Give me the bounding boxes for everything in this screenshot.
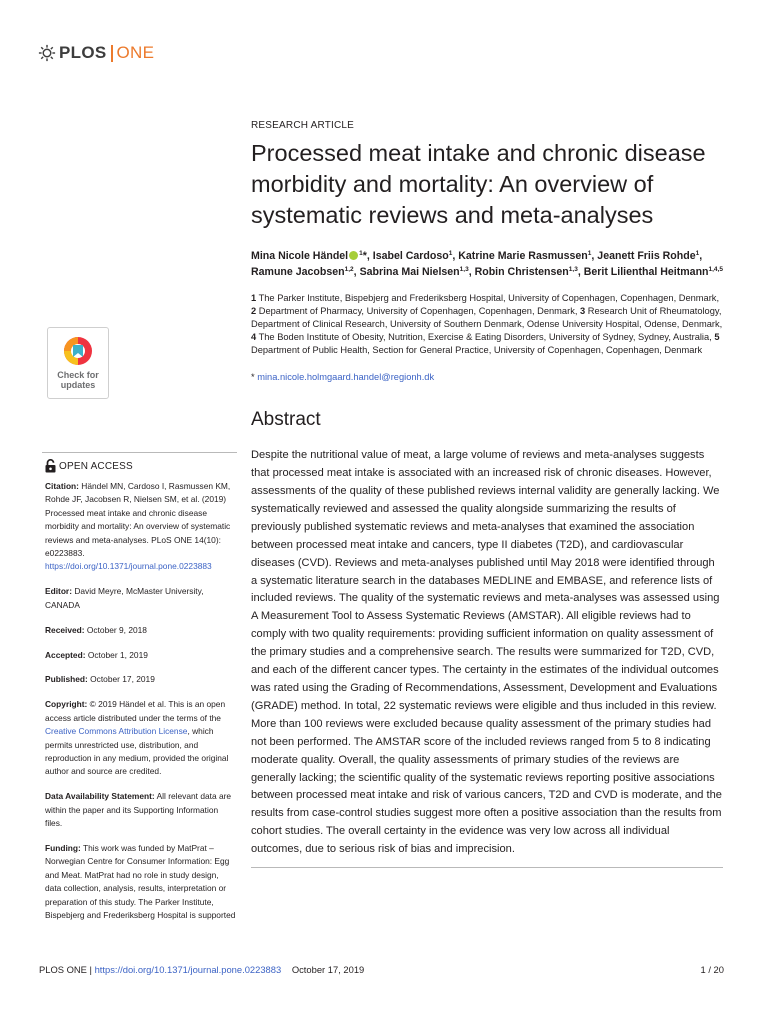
footer-separator: | [89, 964, 92, 975]
author [458, 250, 591, 262]
author-name: Berit Lilienthal Heitmann [583, 266, 709, 278]
author-name: Jeanett Friis Rohde [597, 250, 696, 262]
citation-block [45, 480, 237, 574]
citation-label: Citation: [45, 481, 79, 491]
plos-logo-icon [38, 44, 56, 62]
author [584, 266, 723, 278]
author-affiliation-marker: 1,3 [459, 266, 469, 273]
author [373, 250, 453, 262]
funding-block [45, 842, 237, 922]
article-title: Processed meat intake and chronic disease morbidity and mortality: An overview of systematic reviews and meta-analyses [251, 140, 706, 228]
author-affiliation-marker: 1,4,5 [708, 266, 723, 273]
author-name: Robin Christensen [474, 266, 569, 278]
article-type: RESEARCH ARTICLE [251, 120, 355, 131]
logo-one-text: ONE [116, 43, 155, 62]
affiliation: 2 Department of Pharmacy, University of Copenhagen, Copenhagen, Denmark, [251, 306, 581, 317]
data-availability-label: Data Availability Statement: [45, 791, 155, 802]
author [597, 250, 699, 262]
affiliation-list [251, 292, 723, 357]
affiliation-number: 3 [580, 306, 586, 317]
affiliation-number: 5 [714, 332, 720, 343]
page-number: 1 / 20 [700, 964, 724, 975]
license-link[interactable]: Creative Commons Attribution License [45, 726, 188, 737]
author-affiliation-marker: 1 [587, 250, 592, 257]
affiliation-number: 1 [251, 293, 257, 303]
footer-date: October 17, 2019 [291, 964, 365, 975]
author-affiliation-marker: 1 [359, 250, 363, 257]
citation-doi-link[interactable]: https://doi.org/10.1371/journal.pone.0223883 [45, 561, 212, 572]
author-name: Sabrina Mai Nielsen [359, 266, 460, 278]
author-affiliation-marker: 1,3 [568, 266, 578, 273]
data-availability-text: All relevant data are within the paper and its Supporting Information files. [45, 791, 232, 829]
author-name: Mina Nicole Händel [251, 250, 349, 262]
citation-text: Händel MN, Cardoso I, Rasmussen KM, Rohde JF, Jacobsen R, Nielsen SM, et al. (2019) Processed meat intake and chronic disease morbidity and mortality: An overview of systematic reviews and meta-analyses. PLoS ONE 14(10): e0223883. [45, 481, 231, 559]
footer-doi-link[interactable]: https://doi.org/10.1371/journal.pone.0223883 [94, 964, 282, 975]
author-name: Katrine Marie Rasmussen [458, 250, 588, 262]
funding-label: Funding: [45, 843, 81, 854]
open-access-label: OPEN ACCESS [59, 460, 133, 472]
check-for-updates-line2: updates [60, 380, 96, 390]
affiliation: 4 The Boden Institute of Obesity, Nutrition, Exercise & Eating Disorders, University of Sydney, Sydney, Australia, [251, 332, 715, 343]
correspondence-marker: * [251, 372, 255, 383]
check-for-updates-line1: Check for [57, 370, 99, 380]
correspondence-email-link[interactable]: mina.nicole.holmgaard.handel@regionh.dk [257, 372, 435, 383]
footer-journal: PLOS ONE [39, 964, 87, 975]
affiliation-number: 4 [251, 332, 257, 343]
orcid-icon[interactable] [349, 251, 358, 260]
accepted-label: Accepted: [45, 649, 86, 660]
accepted-date: October 1, 2019 [87, 649, 148, 660]
editor-block [45, 585, 237, 612]
copyright-block [45, 698, 237, 778]
editor-text: David Meyre, McMaster University, CANADA [45, 586, 204, 610]
check-for-updates-label [48, 370, 108, 390]
abstract-heading: Abstract [251, 409, 321, 431]
published-date: October 17, 2019 [90, 674, 155, 685]
logo-plos-text: PLOS [59, 43, 107, 62]
data-availability-block [45, 790, 237, 830]
published-label: Published: [45, 674, 88, 685]
author [251, 250, 367, 262]
check-for-updates-badge[interactable] [47, 327, 109, 399]
sidebar-divider [42, 452, 237, 453]
author-name: Isabel Cardoso [372, 250, 449, 262]
affiliation: 1 The Parker Institute, Bispebjerg and Frederiksberg Hospital, University of Copenhagen, Copenhagen, Denmark, [251, 293, 720, 303]
author-list: Mina Nicole Händel $^1$*, Isabel Cardoso$^1$, Katrine Marie Rasmussen$^1$, Jeanett Friis Rohde$^1$, Ramune Jacobsen$^{1,2}$, Sabrina Mai Nielsen$^{1,3}$, Robin Christensen$^{1,3}$, Berit Lilienthal Heitmann$^{1,4,5}$ [251, 250, 723, 278]
copyright-label: Copyright: [45, 699, 88, 710]
logo-divider [111, 45, 113, 62]
published-block [45, 673, 237, 686]
received-label: Received: [45, 624, 85, 635]
funding-text: This work was funded by MatPrat – Norwegian Centre for Consumer Information: Egg and Meat. MatPrat had no role in study design, data collection, analysis, results, interpretation or preparation of this study. The Parker Institute, Bispebjerg and Frederiksberg Hospital is supported [45, 843, 236, 921]
affiliation-number: 2 [251, 306, 257, 317]
article-info-sidebar [45, 480, 237, 934]
author-affiliation-marker: 1,2 [344, 266, 354, 273]
corresponding-author-marker: * [362, 250, 367, 262]
author-affiliation-marker: 1 [448, 250, 453, 257]
affiliation: 5 Department of Public Health, Section for General Practice, University of Copenhagen, Copenhagen, Denmark [251, 332, 720, 356]
crossmark-icon [62, 335, 94, 369]
author [475, 266, 578, 278]
accepted-block [45, 649, 237, 662]
author [251, 266, 354, 278]
abstract-text: Despite the nutritional value of meat, a large volume of reviews and meta-analyses suggests that processed meat intake is associated with an increased risk of chronic diseases. However, assessments of the quality of these published reviews internal validity are generally lacking. We systematically reviewed and assessed the quality alongside summarizing the results of previously published systematic reviews and meta-analyses that examined the association between processed meat intake and cancers, type II diabetes (T2D), and cardiovascular diseases (CVD). Reviews and meta-analyses published until May 2018 were identified through a systematic literature search in the databases MEDLINE and EMBASE, and reference lists of included reviews. The quality of the systematic reviews and meta-analyses was assessed using A Measurement Tool to Assess Systematic Reviews (AMSTAR). All eligible reviews had to comply with two quality requirements: providing sufficient information on quality assessment of the primary studies and a comprehensive search. The results were summarized for T2D, CVD, and each of the different cancer types. The certainty in the estimates of the individual outcomes was rated using the Grading of Recommendations, Assessment, Development and Evaluations (GRADE) method. In total, 22 systematic reviews were eligible and thus included in this review. More than 100 reviews were excluded because quality assessment of the primary studies had not been performed. The AMSTAR score of the included reviews ranged from 5 to 8 indicating moderate quality. Overall, the quality assessments of primary studies of the reviews are generally lacking; the scientific quality of the systematic reviews reporting positive associations between processed meat intake and risk of various cancers, T2D and CVD is moderate, and the results from case-control studies suggest more often a positive association than the results from cohort studies. The overall certainty in the evidence was very low across all individual outcomes, due to serious risk of bias and imprecision. [251, 449, 722, 856]
received-date: October 9, 2018 [86, 624, 147, 635]
correspondence [251, 371, 723, 383]
plos-one-logo[interactable] [38, 42, 154, 64]
author-affiliation-marker: 1 [695, 250, 700, 257]
page-footer [39, 964, 724, 978]
abstract-divider [251, 867, 723, 868]
open-lock-icon [45, 459, 56, 473]
editor-label: Editor: [45, 586, 72, 597]
copyright-text: © 2019 Händel et al. This is an open access article distributed under the terms of the [45, 699, 226, 723]
copyright-text-cont: , which permits unrestricted use, distribution, and reproduction in any medium, provided the original author and source are credited. [45, 726, 229, 777]
article-main-column [251, 120, 723, 868]
affiliation: 3 Research Unit of Rheumatology, Department of Clinical Research, University of Southern Denmark, Odense University Hospital, Odense, Denmark, [251, 306, 723, 330]
open-access-badge [45, 459, 133, 473]
received-block [45, 624, 237, 637]
author-name: Ramune Jacobsen [251, 266, 345, 278]
footer-left [39, 964, 364, 975]
author [360, 266, 469, 278]
